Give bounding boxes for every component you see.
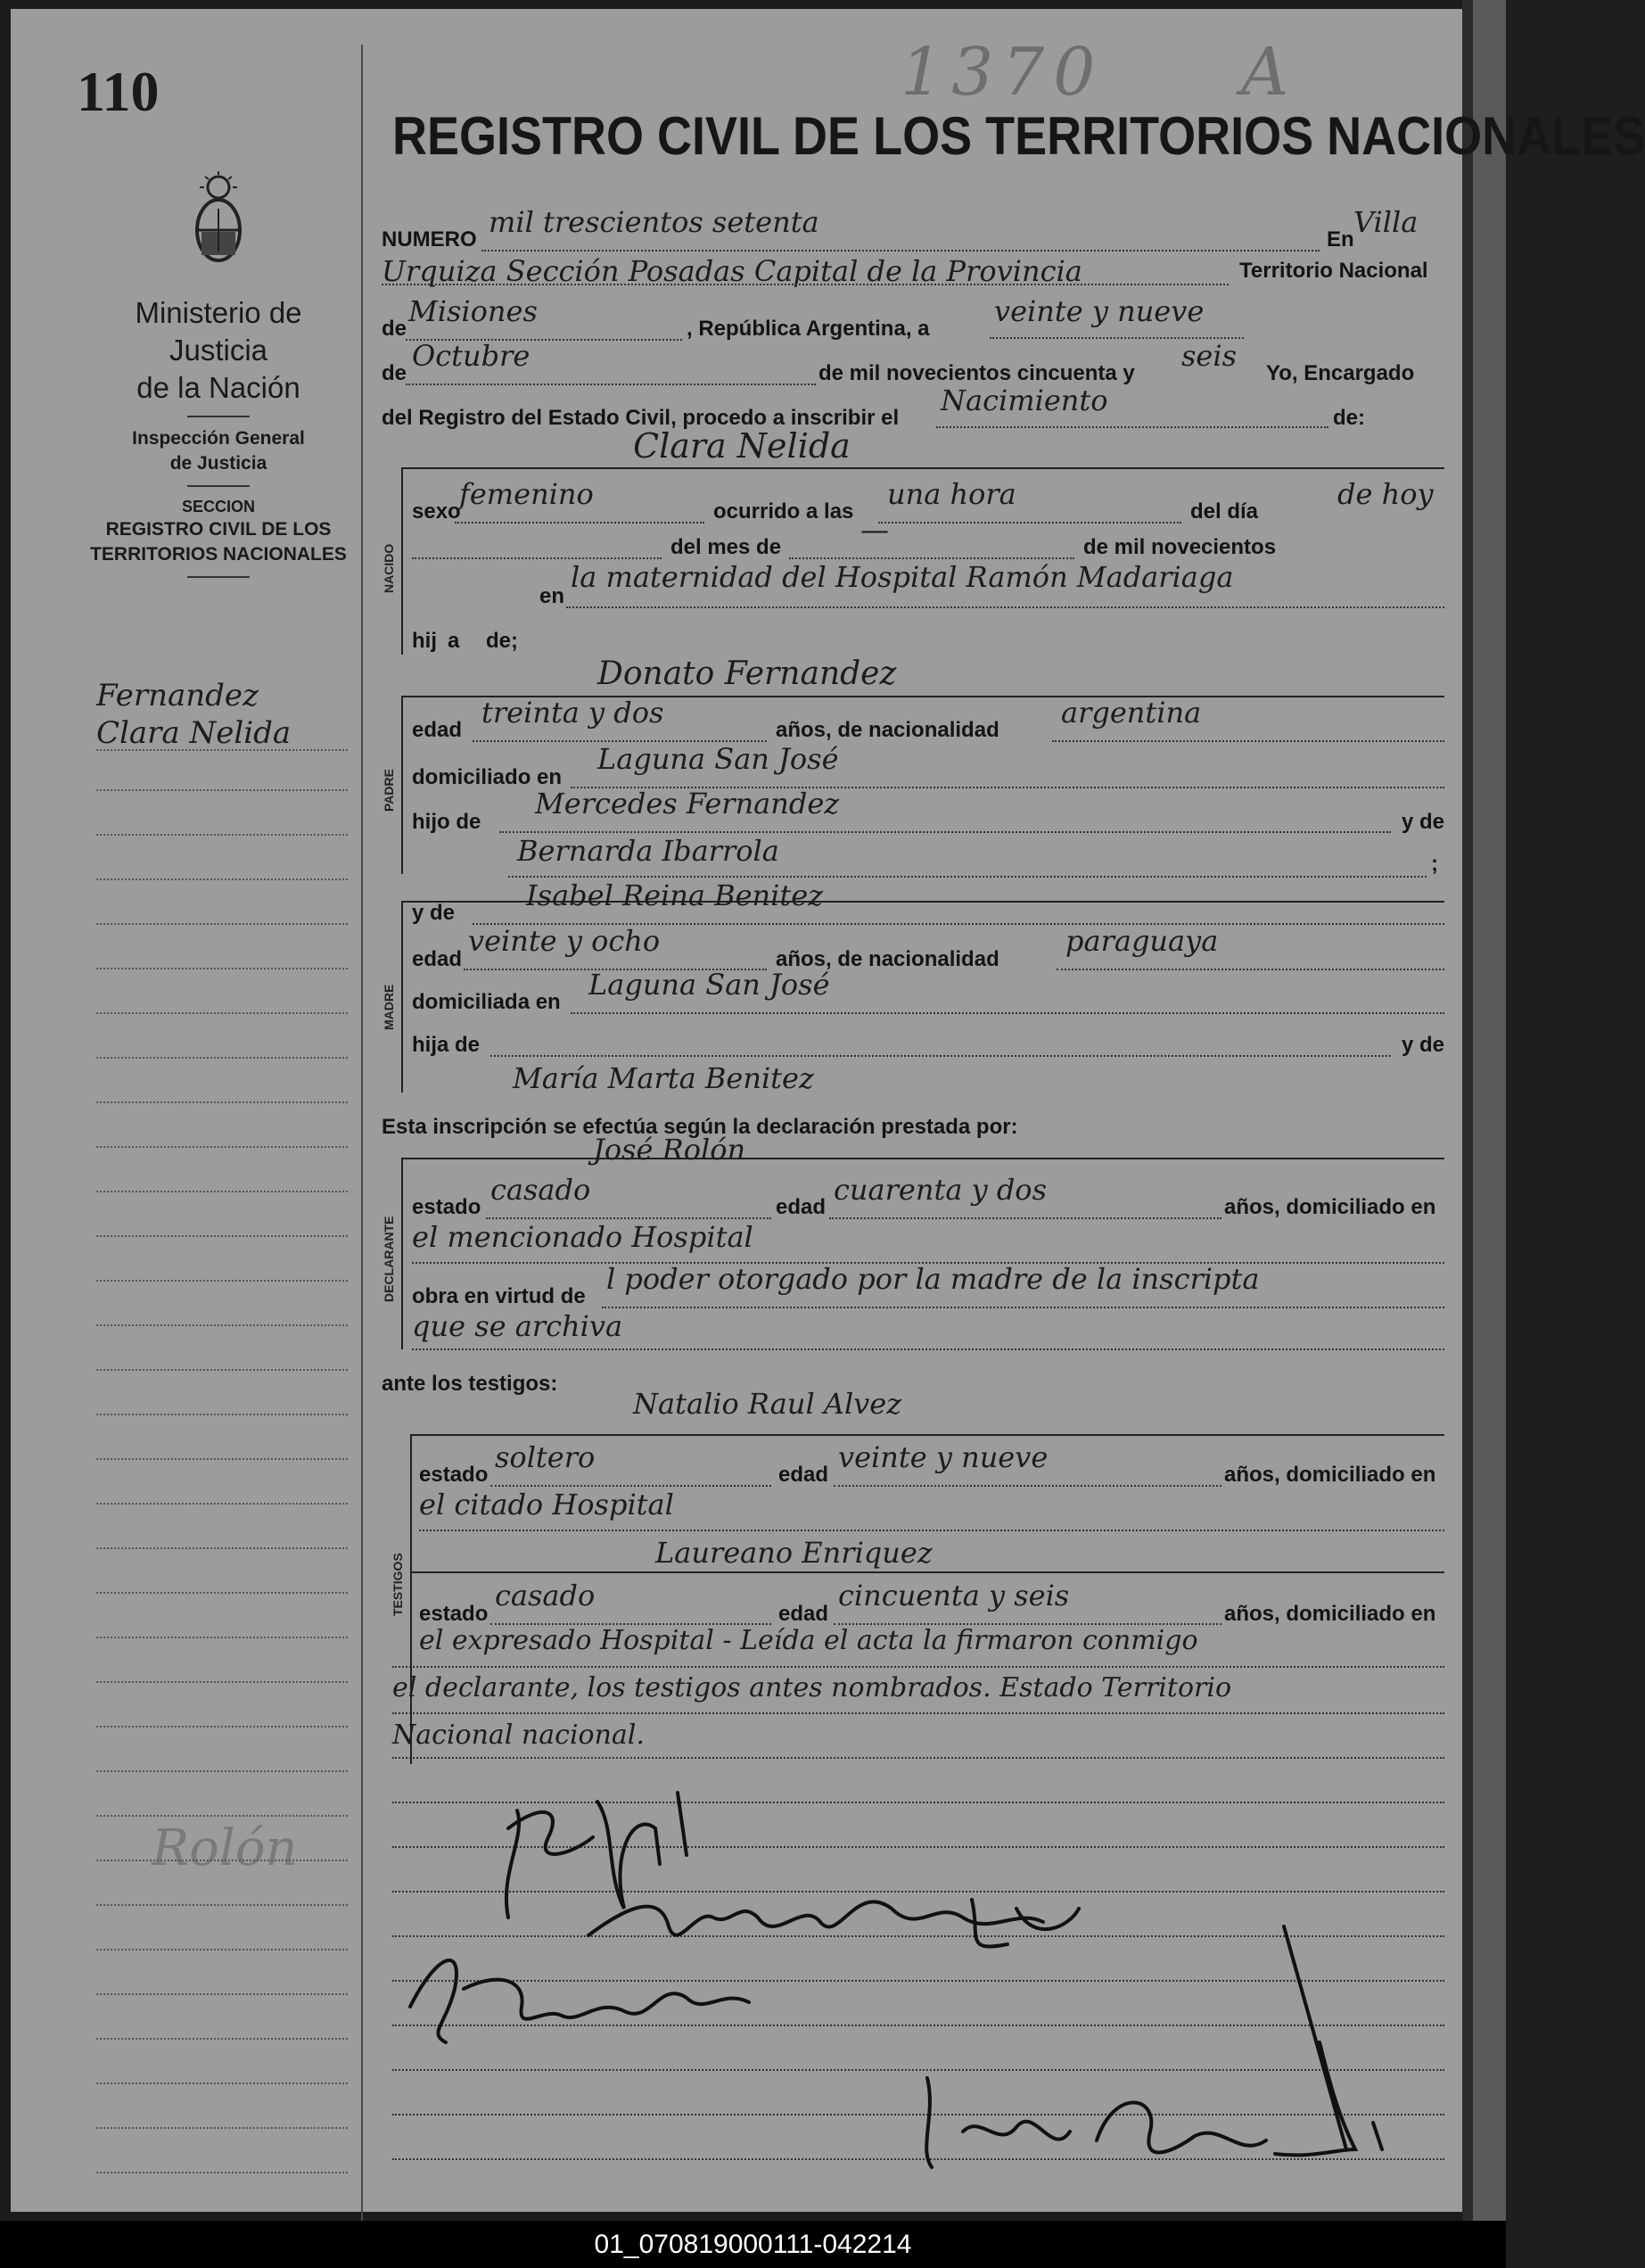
fill-line	[481, 250, 1320, 253]
semicolon: ;	[1431, 852, 1438, 876]
declaracion-intro: Esta inscripción se efectúa según la declaración prestada por:	[382, 1115, 1018, 1139]
margin-rule	[96, 1904, 348, 1908]
mes-value: —	[860, 513, 889, 547]
fill-line	[412, 1348, 1444, 1352]
fill-line	[834, 1485, 1221, 1489]
margin-signature-note: Rolón	[152, 1819, 298, 1877]
testigo2-estado: casado	[495, 1579, 596, 1612]
section-bracket	[401, 901, 403, 1093]
mes-label: del mes de	[670, 535, 782, 559]
testigo2-edad: cincuenta y seis	[838, 1579, 1070, 1612]
margin-rule	[96, 834, 348, 837]
inspection-line: Inspección General	[132, 428, 305, 449]
testigos-section-label: TESTIGOS	[391, 1553, 405, 1616]
republica-label: , República Argentina, a	[687, 317, 930, 341]
divider	[187, 485, 250, 487]
margin-rule	[96, 749, 348, 753]
margin-rule	[96, 1191, 348, 1194]
scan-footer	[0, 2221, 1506, 2268]
numero-label: NUMERO	[382, 227, 477, 252]
margin-rule	[96, 1324, 348, 1328]
declarante-nombre: José Rolón	[593, 1133, 746, 1167]
acto-value: Nacimiento	[941, 383, 1108, 417]
edad-label: edad	[412, 718, 463, 742]
margin-rule	[96, 1860, 348, 1863]
territorio-value: Misiones	[408, 294, 538, 328]
nac-label: años, de nacionalidad	[776, 947, 999, 971]
margin-rule	[96, 1101, 348, 1105]
signature-declarante	[506, 1793, 687, 1917]
record-stamp-number	[901, 34, 1297, 111]
edad-value: veinte y ocho	[468, 924, 661, 958]
year-value: seis	[1181, 339, 1238, 373]
testigo2-nombre: Laureano Enriquez	[655, 1536, 933, 1570]
testigo1-dom: el citado Hospital	[419, 1488, 674, 1522]
year-label: de mil novecientos cincuenta y	[818, 361, 1135, 385]
margin-rule	[96, 2172, 348, 2175]
fill-line	[936, 426, 1328, 430]
numero-value: mil trescientos setenta	[489, 205, 819, 239]
dom-label: domiciliada en	[412, 990, 561, 1014]
argentine-shield-icon	[187, 169, 250, 268]
madre-de: Bernarda Ibarrola	[517, 834, 779, 868]
place-value: Urquiza Sección Posadas Capital de la Provincia	[382, 254, 1082, 288]
estado-label: estado	[419, 1463, 489, 1487]
anos-label: años, domiciliado en	[1224, 1463, 1436, 1487]
fill-line	[455, 522, 704, 525]
territorio-label: Territorio Nacional	[1239, 259, 1428, 283]
fill-line	[878, 522, 1181, 525]
sexo-label: sexo	[412, 499, 461, 524]
margin-rule	[96, 923, 348, 927]
margin-rule	[96, 789, 348, 793]
ministry-name: Ministerio de Justicia	[135, 296, 302, 367]
margin-rule	[96, 878, 348, 882]
margin-rule	[96, 1146, 348, 1150]
margin-rule	[96, 1592, 348, 1596]
margin-rule	[96, 1235, 348, 1239]
testigo1-estado: soltero	[495, 1440, 596, 1474]
edad-value: treinta y dos	[481, 696, 664, 730]
yo-label: Yo, Encargado	[1266, 361, 1415, 385]
dom-label: domiciliado en	[412, 765, 563, 789]
margin-rule	[96, 1993, 348, 1997]
fill-line	[382, 284, 1229, 287]
madre-de: María Marta Benitez	[513, 1061, 814, 1095]
document-title: REGISTRO CIVIL DE LOS TERRITORIOS NACIONALES	[392, 106, 1645, 166]
en-label: en	[539, 584, 565, 608]
month-value: Octubre	[412, 339, 531, 373]
fill-line	[571, 1012, 1444, 1016]
fill-line	[566, 606, 1444, 610]
de2-label: de	[382, 361, 407, 385]
hora-value: una hora	[887, 477, 1016, 511]
divider	[187, 416, 250, 417]
edad-value: cuarenta y dos	[834, 1173, 1047, 1207]
fill-line	[406, 383, 816, 387]
obra-value: l poder otorgado por la madre de la inscripta	[606, 1262, 1260, 1296]
sexo-value: femenino	[459, 477, 594, 511]
testigo1-edad: veinte y nueve	[838, 1440, 1049, 1474]
margin-rule	[96, 1681, 348, 1685]
stamp-number: 1370	[901, 34, 1105, 111]
stamp-mark: A	[1240, 34, 1298, 111]
edad-label: edad	[412, 947, 463, 971]
section-name-2: TERRITORIOS NACIONALES	[90, 544, 347, 565]
obra-value-2: que se archiva	[412, 1309, 623, 1343]
fill-line	[392, 1757, 1444, 1761]
lugar-value: la maternidad del Hospital Ramón Madariaga	[571, 560, 1234, 594]
de-label: de	[382, 317, 407, 341]
margin-rule	[96, 968, 348, 971]
declarante-section-label: DECLARANTE	[382, 1216, 396, 1302]
nac-label: años, de nacionalidad	[776, 718, 999, 742]
anos-label: años, domiciliado en	[1224, 1195, 1436, 1219]
closing-line-2: Nacional nacional.	[392, 1720, 645, 1751]
nacido-section-label: NACIDO	[382, 543, 396, 593]
ministry-block	[89, 294, 348, 587]
testigo2-dom: el expresado Hospital - Leída el acta la firmaron conmigo	[419, 1625, 1198, 1656]
nombre-value: Clara Nelida	[633, 426, 851, 466]
section-rule	[401, 1158, 1444, 1159]
page-number: 110	[77, 60, 160, 123]
section-bracket	[401, 696, 403, 874]
divider	[187, 576, 250, 578]
signature-encargado	[926, 1926, 1382, 2167]
margin-divider	[361, 45, 363, 2221]
ocurrido-label: ocurrido a las	[713, 499, 854, 524]
margin-rule	[96, 2127, 348, 2131]
fill-line	[392, 1666, 1444, 1670]
section-name: REGISTRO CIVIL DE LOS	[105, 519, 332, 540]
padre-nombre: Donato Fernandez	[597, 656, 897, 692]
padre-section-label: PADRE	[382, 769, 396, 812]
section-bracket	[401, 1158, 403, 1349]
margin-rule	[96, 1770, 348, 1774]
dom-value: Laguna San José	[588, 968, 830, 1002]
mil-label: de mil novecientos	[1083, 535, 1277, 559]
scan-code: 01_070819000111-042214	[594, 2230, 912, 2259]
hija-de-label: hija de	[412, 1033, 481, 1057]
dia-value: de hoy	[1337, 477, 1434, 511]
margin-rule	[96, 1280, 348, 1283]
testigo1-nombre: Natalio Raul Alvez	[633, 1387, 902, 1421]
margin-rule	[96, 1503, 348, 1506]
obra-label: obra en virtud de	[412, 1284, 586, 1308]
fill-line	[1057, 969, 1444, 972]
en-value: Villa	[1353, 205, 1419, 239]
padre-de: Mercedes Fernandez	[535, 787, 840, 821]
margin-rule	[96, 1012, 348, 1016]
book-gutter	[1473, 0, 1506, 2221]
hijo-suffix: a	[448, 629, 460, 653]
margin-rule	[96, 1726, 348, 1729]
nac-value: paraguaya	[1065, 924, 1219, 958]
nac-value: argentina	[1061, 696, 1202, 730]
signature-testigo-2	[410, 1960, 749, 2042]
estado-value: casado	[490, 1173, 591, 1207]
madre-section-label: MADRE	[382, 984, 396, 1030]
margin-rule	[96, 2038, 348, 2041]
dom-value: el mencionado Hospital	[412, 1220, 753, 1254]
margin-rule	[96, 1458, 348, 1462]
testigos-intro: ante los testigos:	[382, 1372, 558, 1396]
margin-rule	[96, 1637, 348, 1640]
en-label: En	[1327, 227, 1354, 252]
margin-rule	[96, 2082, 348, 2086]
section-label: SECCION	[181, 498, 255, 515]
dia-label: del día	[1190, 499, 1259, 524]
margin-given-name: Clara Nelida	[96, 715, 292, 751]
fill-line	[829, 1217, 1221, 1221]
margin-rule	[96, 1949, 348, 1952]
margin-rule	[96, 1815, 348, 1819]
day-value: veinte y nueve	[994, 294, 1205, 328]
margin-rule	[96, 1547, 348, 1551]
margin-rule	[96, 1414, 348, 1417]
section-rule	[410, 1571, 1444, 1573]
edad-label: edad	[778, 1463, 829, 1487]
de-label: de;	[486, 629, 518, 653]
margin-surname: Fernandez	[96, 678, 259, 713]
hijo-de-label: hijo de	[412, 810, 481, 834]
margin-rule	[96, 1057, 348, 1060]
hijo-label: hij	[412, 629, 437, 653]
closing-line-1: el declarante, los testigos antes nombrados. Estado Territorio	[392, 1672, 1232, 1703]
inspection-line-2: de Justicia	[169, 453, 267, 474]
y-de-label: y de	[1402, 810, 1445, 834]
madre-nombre: Isabel Reina Benitez	[526, 878, 824, 912]
estado-label: estado	[412, 1195, 481, 1219]
anos-label: años, domiciliado en	[1224, 1602, 1436, 1626]
signature-testigo-1	[588, 1900, 1079, 1947]
dom-value: Laguna San José	[597, 742, 839, 776]
edad-label: edad	[776, 1195, 827, 1219]
registro-label: del Registro del Estado Civil, procedo a inscribir el	[382, 406, 900, 430]
fill-line	[419, 1530, 1444, 1533]
fill-line	[490, 1055, 1391, 1059]
y-de-label: y de	[412, 901, 456, 925]
edad-label: edad	[778, 1602, 829, 1626]
ministry-name-2: de la Nación	[136, 371, 300, 404]
section-rule	[410, 1434, 1444, 1436]
de3-label: de:	[1333, 406, 1365, 430]
section-rule	[401, 467, 1444, 469]
section-bracket	[401, 467, 403, 655]
y-de-label: y de	[1402, 1033, 1445, 1057]
margin-rule	[96, 1369, 348, 1373]
fill-line	[602, 1307, 1444, 1310]
estado-label: estado	[419, 1602, 489, 1626]
signatures-area	[392, 1775, 1444, 2203]
fill-line	[1052, 740, 1444, 744]
fill-line	[392, 1712, 1444, 1716]
